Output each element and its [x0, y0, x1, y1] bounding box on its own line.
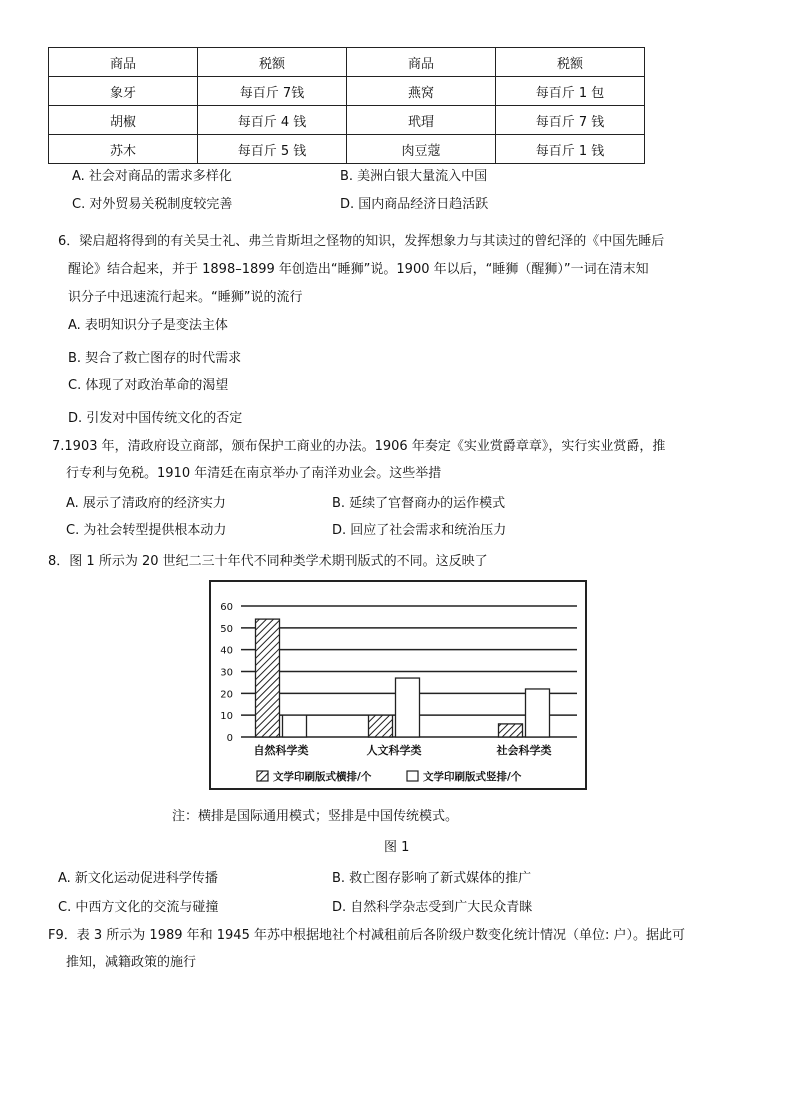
- question-text: 梁启超将得到的有关吴士礼、弗兰肯斯坦之怪物的知识，发挥想象力与其读过的曾纪泽的《中国先睡后: [79, 234, 665, 249]
- table-cell: 象牙: [49, 77, 198, 106]
- y-tick-label: 10: [220, 711, 233, 723]
- y-tick-label: 30: [220, 667, 233, 679]
- y-tick-label: 20: [220, 689, 233, 701]
- q7-option-a: A. 展示了清政府的经济实力: [66, 496, 226, 511]
- q5-option-a: A. 社会对商品的需求多样化: [72, 169, 232, 184]
- question-6-line-1: [58, 230, 664, 249]
- table-cell: 胡椒: [49, 106, 198, 135]
- q8-option-c: C. 中西方文化的交流与碰撞: [58, 900, 219, 915]
- figure-caption: 图 1: [384, 840, 410, 855]
- bar-chart: [211, 582, 585, 788]
- bar: [369, 715, 393, 737]
- question-number: 6．: [58, 234, 80, 249]
- table-cell: 每百斤 4 钱: [198, 106, 347, 135]
- q8-option-a: A. 新文化运动促进科学传播: [58, 871, 218, 886]
- q6-option-d: D. 引发对中国传统文化的否定: [68, 411, 243, 426]
- q8-option-d: D. 自然科学杂志受到广大民众青睐: [332, 900, 533, 915]
- table-cell: 每百斤 1 包: [496, 77, 645, 106]
- q7-option-c: C. 为社会转型提供根本动力: [66, 523, 227, 538]
- category-label: 自然科学类: [253, 744, 309, 757]
- q5-option-d: D. 国内商品经济日趋活跃: [340, 197, 489, 212]
- table-cell: 每百斤 7 钱: [496, 106, 645, 135]
- table-header-cell: 商品: [347, 48, 496, 77]
- question-6-line-2: 醒论》结合起来，并于 1898–1899 年创造出“睡狮”说。1900 年以后，“睡狮（醒狮）”一词在清末知: [68, 262, 649, 277]
- q8-option-b: B. 救亡图存影响了新式媒体的推广: [332, 871, 532, 886]
- question-6-line-3: 识分子中迅速流行起来。“睡狮”说的流行: [68, 290, 303, 305]
- bar: [283, 715, 307, 737]
- category-label: 人文科学类: [366, 744, 422, 757]
- q6-option-a: A. 表明知识分子是变法主体: [68, 318, 228, 333]
- question-text: 表 3 所示为 1989 年和 1945 年苏中根据地社个村减租前后各阶级户数变化统计情况（单位: 户）。据此可: [76, 928, 685, 943]
- question-text: 图 1 所示为 20 世纪二三十年代不同种类学术期刊版式的不同。这反映了: [69, 554, 488, 569]
- legend-label: 文学印刷版式横排/个: [273, 771, 372, 783]
- question-8-line-1: [48, 550, 488, 569]
- table-row: [49, 106, 645, 135]
- table-header-row: [49, 48, 645, 77]
- question-number: 8．: [48, 554, 70, 569]
- y-tick-label: 40: [220, 645, 233, 657]
- table-row: [49, 135, 645, 164]
- table-header-cell: 税额: [198, 48, 347, 77]
- table-cell: 每百斤 5 钱: [198, 135, 347, 164]
- q6-option-b: B. 契合了救亡图存的时代需求: [68, 351, 242, 366]
- table-header-cell: 商品: [49, 48, 198, 77]
- table-header-cell: 税额: [496, 48, 645, 77]
- bar: [499, 724, 523, 737]
- y-tick-label: 60: [220, 602, 233, 613]
- question-9-line-1: [48, 924, 685, 943]
- y-tick-label: 0: [226, 733, 233, 744]
- q5-option-c: C. 对外贸易关税制度较完善: [72, 197, 233, 212]
- table-row: [49, 77, 645, 106]
- chart-note: 注：横排是国际通用模式；竖排是中国传统模式。: [172, 809, 459, 824]
- category-label: 社会科学类: [496, 744, 552, 757]
- question-7-line-1: [52, 435, 665, 454]
- legend-label: 文学印刷版式竖排/个: [423, 771, 522, 783]
- bar: [526, 689, 550, 737]
- chart-frame: [209, 580, 587, 790]
- q6-option-c: C. 体现了对政治革命的渴望: [68, 378, 229, 393]
- q5-option-b: B. 美洲白银大量流入中国: [340, 169, 488, 184]
- table-cell: 玳瑁: [347, 106, 496, 135]
- legend-swatch: [407, 771, 418, 781]
- bar: [396, 678, 420, 737]
- table-cell: 每百斤 1 钱: [496, 135, 645, 164]
- question-9-line-2: 推知，减籍政策的施行: [66, 955, 197, 970]
- tax-table: [48, 47, 645, 164]
- table-cell: 每百斤 7钱: [198, 77, 347, 106]
- question-text: 1903 年，清政府设立商部，颁布保护工商业的办法。1906 年奏定《实业赏爵章章》，实行实业赏爵，推: [64, 439, 666, 454]
- q7-option-d: D. 回应了社会需求和统治压力: [332, 523, 507, 538]
- bar: [256, 619, 280, 737]
- question-number: F9．: [48, 928, 77, 943]
- legend-swatch: [257, 771, 268, 781]
- table-cell: 肉豆蔻: [347, 135, 496, 164]
- y-tick-label: 50: [220, 623, 233, 635]
- table-cell: 燕窝: [347, 77, 496, 106]
- question-number: 7.: [52, 439, 65, 454]
- q7-option-b: B. 延续了官督商办的运作模式: [332, 496, 506, 511]
- table-cell: 苏木: [49, 135, 198, 164]
- question-7-line-2: 行专利与免税。1910 年清廷在南京举办了南洋劝业会。这些举措: [66, 466, 442, 481]
